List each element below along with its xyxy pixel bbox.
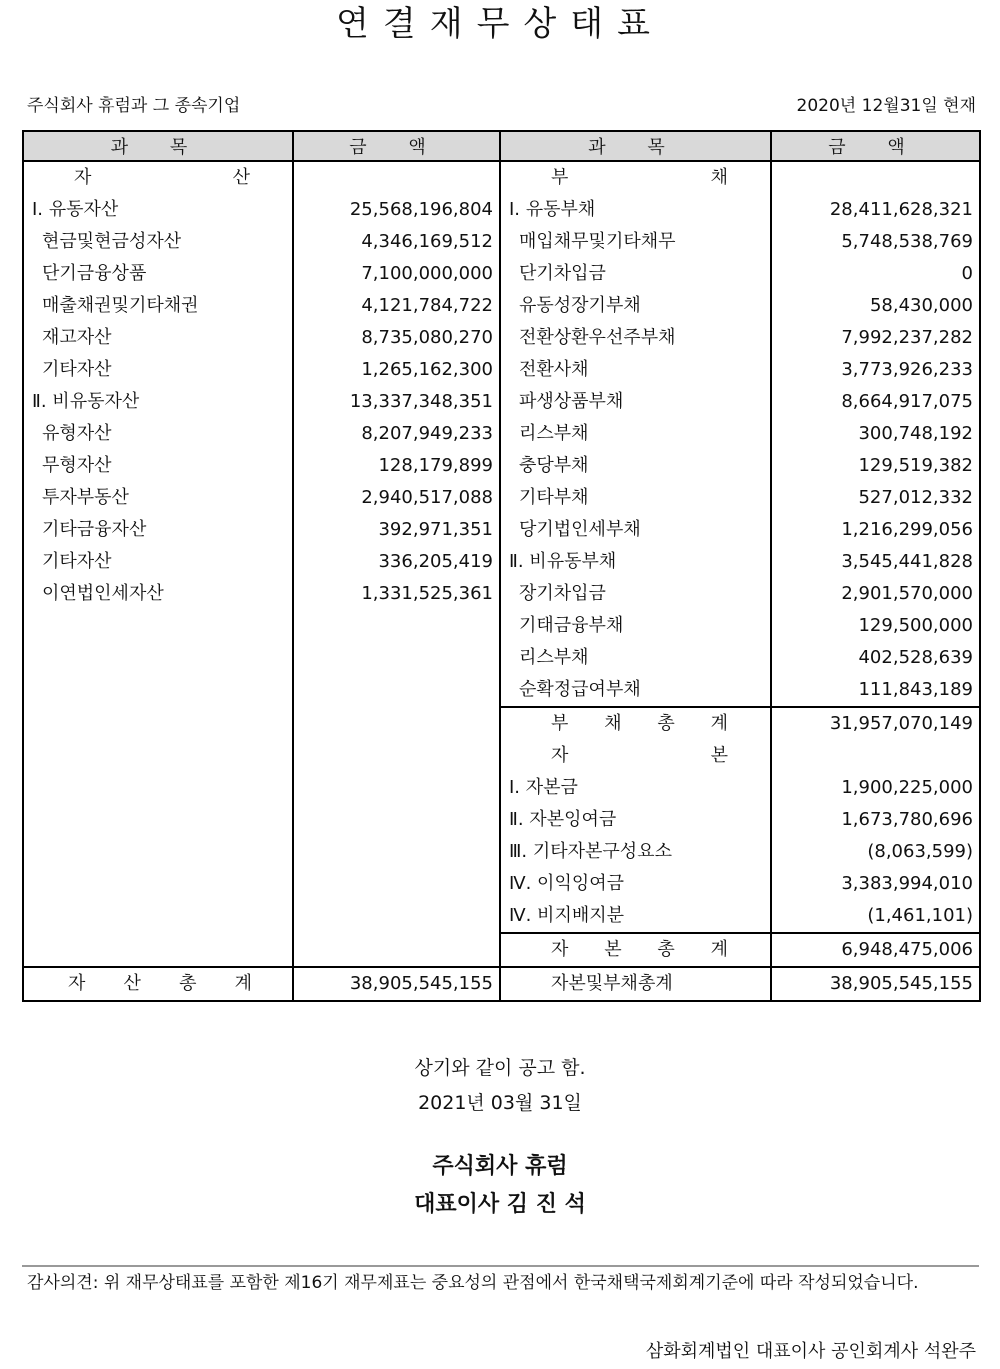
liability-equity-account: 충당부채 xyxy=(500,450,771,482)
total-assets-amount: 38,905,545,155 xyxy=(293,967,500,1001)
liability-equity-amount: 31,957,070,149 xyxy=(771,707,980,740)
table-header-row xyxy=(23,131,980,161)
asset-amount: 8,735,080,270 xyxy=(293,322,500,354)
liability-equity-account: 유동성장기부채 xyxy=(500,290,771,322)
liability-equity-amount: 129,519,382 xyxy=(771,450,980,482)
report-date: 2020년 12월31일 현재 xyxy=(796,96,976,116)
liability-equity-account: 전환사채 xyxy=(500,354,771,386)
table-row xyxy=(23,772,980,804)
asset-amount: 13,337,348,351 xyxy=(293,386,500,418)
asset-account xyxy=(23,674,293,707)
asset-amount: 128,179,899 xyxy=(293,450,500,482)
liability-equity-account: Ⅳ. 비지배지분 xyxy=(500,900,771,933)
liability-equity-account: 기타부채 xyxy=(500,482,771,514)
asset-amount xyxy=(293,740,500,772)
table-row xyxy=(23,450,980,482)
liability-equity-amount: (8,063,599) xyxy=(771,836,980,868)
table-row xyxy=(23,836,980,868)
table-row xyxy=(23,418,980,450)
liability-equity-amount: 5,748,538,769 xyxy=(771,226,980,258)
liability-equity-amount: 7,992,237,282 xyxy=(771,322,980,354)
asset-account: 이연법인세자산 xyxy=(23,578,293,610)
liability-equity-amount: 3,383,994,010 xyxy=(771,868,980,900)
asset-amount xyxy=(293,933,500,967)
asset-account xyxy=(23,868,293,900)
liability-equity-amount xyxy=(771,740,980,772)
asset-amount: 336,205,419 xyxy=(293,546,500,578)
asset-account: 기타금융자산 xyxy=(23,514,293,546)
liability-equity-account: 자 본 xyxy=(500,740,771,772)
table-row xyxy=(23,161,980,194)
total-row xyxy=(23,967,980,1001)
liability-equity-account: 기태금융부채 xyxy=(500,610,771,642)
header-assets-amount: 금 액 xyxy=(293,131,500,161)
asset-amount: 8,207,949,233 xyxy=(293,418,500,450)
liability-equity-amount: 111,843,189 xyxy=(771,674,980,707)
asset-amount: 2,940,517,088 xyxy=(293,482,500,514)
asset-account: 유형자산 xyxy=(23,418,293,450)
liability-equity-amount: 58,430,000 xyxy=(771,290,980,322)
liability-equity-account: 부 채 총 계 xyxy=(500,707,771,740)
liability-equity-account: 부 채 xyxy=(500,161,771,194)
asset-account: 무형자산 xyxy=(23,450,293,482)
asset-amount: 392,971,351 xyxy=(293,514,500,546)
liability-equity-amount: 3,545,441,828 xyxy=(771,546,980,578)
liability-equity-amount: 6,948,475,006 xyxy=(771,933,980,967)
table-row xyxy=(23,804,980,836)
asset-amount xyxy=(293,868,500,900)
table-row xyxy=(23,610,980,642)
liability-equity-amount xyxy=(771,161,980,194)
auditor-signature: 삼화회계법인 대표이사 공인회계사 석완주 xyxy=(645,1341,976,1362)
asset-account xyxy=(23,707,293,740)
asset-amount: 1,331,525,361 xyxy=(293,578,500,610)
table-row xyxy=(23,290,980,322)
asset-account xyxy=(23,740,293,772)
asset-account: 자 산 xyxy=(23,161,293,194)
asset-amount: 7,100,000,000 xyxy=(293,258,500,290)
asset-account: 매출채권및기타채권 xyxy=(23,290,293,322)
asset-amount xyxy=(293,836,500,868)
liability-equity-amount: 0 xyxy=(771,258,980,290)
liability-equity-amount: 28,411,628,321 xyxy=(771,194,980,226)
liability-equity-account: Ⅰ. 유동부채 xyxy=(500,194,771,226)
table-row xyxy=(23,514,980,546)
asset-amount: 4,346,169,512 xyxy=(293,226,500,258)
liability-equity-amount: 527,012,332 xyxy=(771,482,980,514)
asset-account xyxy=(23,642,293,674)
liability-equity-amount: 1,216,299,056 xyxy=(771,514,980,546)
liability-equity-amount: 1,673,780,696 xyxy=(771,804,980,836)
asset-account: 현금및현금성자산 xyxy=(23,226,293,258)
table-row xyxy=(23,546,980,578)
liability-equity-account: Ⅲ. 기타자본구성요소 xyxy=(500,836,771,868)
total-liabilities-equity-amount: 38,905,545,155 xyxy=(771,967,980,1001)
asset-account: Ⅱ. 비유동자산 xyxy=(23,386,293,418)
header-assets-account: 과 목 xyxy=(23,131,293,161)
asset-account xyxy=(23,933,293,967)
asset-amount xyxy=(293,804,500,836)
document-title: 연결재무상태표 xyxy=(336,4,664,44)
table-row xyxy=(23,258,980,290)
table-row xyxy=(23,322,980,354)
asset-account: 재고자산 xyxy=(23,322,293,354)
table-row xyxy=(23,226,980,258)
company-name: 주식회사 휴럼과 그 종속기업 xyxy=(27,96,241,116)
liability-equity-amount: 2,901,570,000 xyxy=(771,578,980,610)
liability-equity-amount: 402,528,639 xyxy=(771,642,980,674)
table-row xyxy=(23,933,980,967)
asset-account: Ⅰ. 유동자산 xyxy=(23,194,293,226)
announcement-text: 상기와 같이 공고 함. xyxy=(414,1057,586,1079)
announcement-date: 2021년 03월 31일 xyxy=(418,1092,582,1114)
header-liabilities-amount: 금 액 xyxy=(771,131,980,161)
table-row xyxy=(23,578,980,610)
table-row xyxy=(23,707,980,740)
liability-equity-amount: 129,500,000 xyxy=(771,610,980,642)
signer-company: 주식회사 휴럼 xyxy=(432,1154,568,1179)
asset-amount xyxy=(293,900,500,933)
asset-account xyxy=(23,610,293,642)
liability-equity-amount: 1,900,225,000 xyxy=(771,772,980,804)
total-assets-label: 자 산 총 계 xyxy=(23,967,293,1001)
liability-equity-amount: 8,664,917,075 xyxy=(771,386,980,418)
liability-equity-account: 매입채무및기타채무 xyxy=(500,226,771,258)
liability-equity-amount: 3,773,926,233 xyxy=(771,354,980,386)
liability-equity-account: 자 본 총 계 xyxy=(500,933,771,967)
liability-equity-account: 리스부채 xyxy=(500,642,771,674)
liability-equity-amount: 300,748,192 xyxy=(771,418,980,450)
asset-amount xyxy=(293,161,500,194)
liability-equity-amount: (1,461,101) xyxy=(771,900,980,933)
table-row xyxy=(23,900,980,933)
header-liabilities-account: 과 목 xyxy=(500,131,771,161)
asset-amount: 1,265,162,300 xyxy=(293,354,500,386)
asset-amount xyxy=(293,642,500,674)
liability-equity-account: 파생상품부채 xyxy=(500,386,771,418)
audit-opinion: 감사의견: 위 재무상태표를 포함한 제16기 재무제표는 중요성의 관점에서 한국채택국제회계기준에 따라 작성되었습니다. xyxy=(27,1273,919,1293)
liability-equity-account: 당기법인세부채 xyxy=(500,514,771,546)
asset-amount xyxy=(293,674,500,707)
table-row xyxy=(23,194,980,226)
table-body xyxy=(23,161,980,1001)
table-row xyxy=(23,482,980,514)
table-row xyxy=(23,386,980,418)
liability-equity-account: 리스부채 xyxy=(500,418,771,450)
signer-ceo: 대표이사 김 진 석 xyxy=(414,1192,586,1217)
asset-account: 기타자산 xyxy=(23,546,293,578)
asset-account: 단기금융상품 xyxy=(23,258,293,290)
asset-account: 투자부동산 xyxy=(23,482,293,514)
balance-sheet-table xyxy=(22,130,981,1002)
asset-account xyxy=(23,900,293,933)
liability-equity-account: Ⅱ. 비유동부채 xyxy=(500,546,771,578)
liability-equity-account: Ⅰ. 자본금 xyxy=(500,772,771,804)
table-row xyxy=(23,740,980,772)
asset-amount xyxy=(293,610,500,642)
asset-account xyxy=(23,772,293,804)
liability-equity-account: 전환상환우선주부채 xyxy=(500,322,771,354)
asset-amount: 4,121,784,722 xyxy=(293,290,500,322)
table-row xyxy=(23,868,980,900)
liability-equity-account: 장기차입금 xyxy=(500,578,771,610)
liability-equity-account: Ⅳ. 이익잉여금 xyxy=(500,868,771,900)
table-row xyxy=(23,674,980,707)
liability-equity-account: Ⅱ. 자본잉여금 xyxy=(500,804,771,836)
asset-amount xyxy=(293,772,500,804)
liability-equity-account: 단기차입금 xyxy=(500,258,771,290)
table-row xyxy=(23,642,980,674)
asset-amount: 25,568,196,804 xyxy=(293,194,500,226)
asset-amount xyxy=(293,707,500,740)
asset-account: 기타자산 xyxy=(23,354,293,386)
asset-account xyxy=(23,804,293,836)
divider xyxy=(22,1265,979,1267)
asset-account xyxy=(23,836,293,868)
table-row xyxy=(23,354,980,386)
total-liabilities-equity-label: 자본및부채총계 xyxy=(500,967,771,1001)
liability-equity-account: 순확정급여부채 xyxy=(500,674,771,707)
